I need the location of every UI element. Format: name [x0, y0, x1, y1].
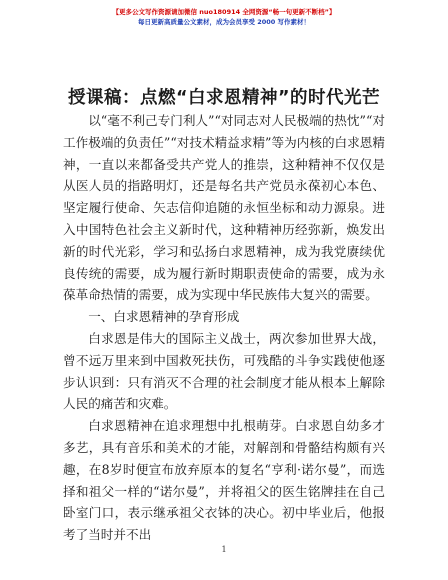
paragraph-intro: 以“毫不利己专门利人”“对同志对人民极端的热忱”“对工作极端的负责任”“对技术精益求精”等为内核的白求恩精神，一直以来都备受共产党人的推崇，这种精神不仅仅是从医人员的指路明灯，还是每名共产党员永葆初心本色、坚定履行使命、矢志信仰追随的永恒坐标和动力源泉。进入中国特色社会主义新时代，这种精神历经弥新，焕发出新的时代光彩，学习和弘扬白求恩精神，成为我党赓续优良传统的需要，成为履行新时期职责使命的需要，成为永葆革命热情的需要，成为实现中华民族伟大复兴的需要。: [63, 113, 385, 303]
banner-line-1: 【更多公文写作资源请加微信 nuo180914 全网资源“畅一句更新不断档”】: [112, 8, 336, 16]
paragraph: 白求恩是伟大的国际主义战士，两次参加世界大战，曾不远万里来到中国救死扶伤，可残酷的斗争实践使他逐步认识到：只有消灭不合理的社会制度才能从根本上解除人民的痛苦和灾难。: [63, 330, 385, 412]
page-number: 1: [221, 545, 227, 554]
section-heading: 一、白求恩精神的孕育形成: [88, 309, 240, 325]
document-body: [63, 110, 385, 546]
promo-banner: [0, 7, 448, 27]
document-title: 授课稿：点燃“白求恩精神”的时代光芒: [67, 88, 380, 108]
banner-line-2: 每日更新高质量公文素材，成为会员享受 2000 写作素材！: [137, 18, 311, 26]
paragraph: 白求恩精神在追求理想中扎根萌芽。白求恩自幼多才多艺，具有音乐和美术的才能，对解剖和骨骼结构颇有兴趣，在8岁时便宣布放弃原本的复名“亨利·诺尔曼”，而选择和祖父一样的“诺尔曼”，并将祖父的医生铭牌挂在自己卧室门口，表示继承祖父衣钵的决心。初中毕业后，他报考了当时并不出: [63, 418, 385, 543]
